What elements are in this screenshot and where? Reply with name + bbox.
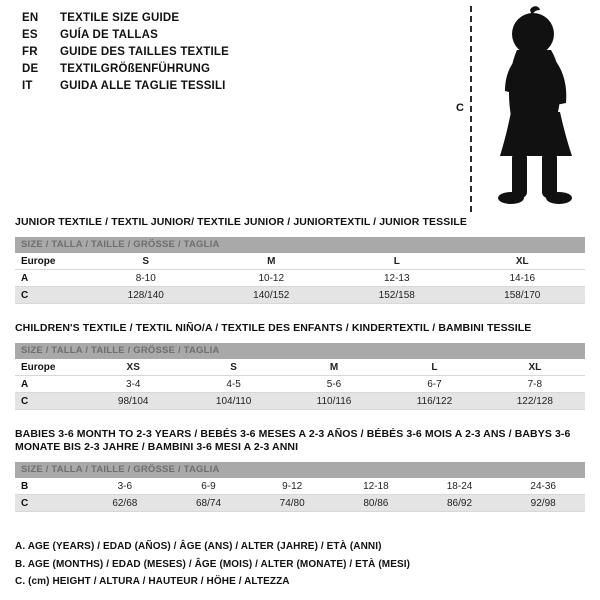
table-row: [15, 359, 585, 376]
row-label: Europe: [21, 256, 56, 267]
table-rows: [15, 359, 585, 410]
table-rows: [15, 478, 585, 512]
table-row: [15, 270, 585, 287]
table-row: [15, 478, 585, 495]
section-title: JUNIOR TEXTILE / TEXTIL JUNIOR/ TEXTILE JUNIOR / JUNIORTEXTIL / JUNIOR TESSILE: [15, 216, 467, 228]
language-row: [22, 10, 229, 27]
size-cell: 116/122: [416, 396, 453, 407]
section-junior: [15, 216, 585, 304]
size-table: [15, 343, 585, 410]
table-header: SIZE / TALLA / TAILLE / GRÖSSE / TAGLIA: [15, 343, 585, 359]
row-label: A: [21, 273, 29, 284]
size-tables-area: [15, 216, 585, 530]
row-label: A: [21, 379, 29, 390]
section-babies: [15, 428, 585, 512]
language-code: IT: [22, 80, 33, 92]
table-row: [15, 287, 585, 304]
size-cell: 140/152: [253, 290, 290, 301]
language-title: GUIDE DES TAILLES TEXTILE: [60, 46, 229, 58]
size-cell: XL: [515, 256, 529, 267]
size-cell: 8-10: [135, 273, 156, 284]
size-cell: 128/140: [127, 290, 164, 301]
row-label: Europe: [21, 362, 56, 373]
size-cell: S: [230, 362, 237, 373]
table-row: [15, 393, 585, 410]
size-cell: 12-13: [383, 273, 410, 284]
size-cell: 24-36: [530, 481, 556, 492]
height-marker-label: C: [456, 102, 464, 114]
size-cell: 98/104: [117, 396, 149, 407]
language-code: FR: [22, 46, 38, 58]
table-header: SIZE / TALLA / TAILLE / GRÖSSE / TAGLIA: [15, 462, 585, 478]
baby-silhouette-icon: [482, 6, 592, 212]
size-cell: M: [329, 362, 339, 373]
section-title: BABIES 3-6 MONTH TO 2-3 YEARS / BEBÉS 3-6 MESES A 2-3 AÑOS / BÉBÉS 3-6 MOIS A 2-3 ANS / BABYS 3-6 MONATE BIS 2-3 JAHRE / BAMBINI 3-6 MESI A 2-3 ANNI: [15, 428, 571, 453]
size-cell: M: [267, 256, 276, 267]
table-rows: [15, 253, 585, 304]
table-row: [15, 376, 585, 393]
legend-line-c: C. (cm) HEIGHT / ALTURA / HAUTEUR / HÖHE / ALTEZZA: [15, 576, 290, 587]
size-cell: XS: [126, 362, 140, 373]
size-cell: S: [142, 256, 150, 267]
language-row: [22, 78, 229, 95]
language-code: EN: [22, 12, 39, 24]
row-label: C: [21, 290, 29, 301]
language-title: GUIDA ALLE TAGLIE TESSILI: [60, 80, 226, 92]
size-cell: 158/170: [504, 290, 541, 301]
size-cell: 68/74: [195, 498, 222, 509]
size-cell: 86/92: [447, 498, 473, 509]
language-title-list: [22, 10, 229, 95]
section-title: CHILDREN'S TEXTILE / TEXTIL NIÑO/A / TEXTILE DES ENFANTS / KINDERTEXTIL / BAMBINI TESSILE: [15, 322, 532, 334]
size-cell: 3-6: [117, 481, 133, 492]
size-cell: XL: [528, 362, 542, 373]
section-children: [15, 322, 585, 410]
size-cell: 5-6: [326, 379, 342, 390]
table-row: [15, 495, 585, 512]
size-cell: 14-16: [509, 273, 536, 284]
size-cell: L: [431, 362, 438, 373]
size-cell: L: [393, 256, 400, 267]
row-label: C: [21, 498, 29, 509]
size-cell: 62/68: [112, 498, 138, 509]
size-cell: 110/116: [316, 396, 352, 407]
size-table: [15, 237, 585, 304]
size-cell: 18-24: [446, 481, 473, 492]
language-row: [22, 27, 229, 44]
table-row: [15, 253, 585, 270]
size-cell: 80/86: [363, 498, 389, 509]
row-label: B: [21, 481, 29, 492]
table-header: SIZE / TALLA / TAILLE / GRÖSSE / TAGLIA: [15, 237, 585, 253]
size-cell: 3-4: [125, 379, 141, 390]
language-title: TEXTILE SIZE GUIDE: [60, 12, 180, 24]
size-cell: 9-12: [282, 481, 303, 492]
height-measure-line: [456, 6, 472, 212]
size-cell: 7-8: [527, 379, 543, 390]
language-title: GUÍA DE TALLAS: [60, 29, 158, 41]
language-code: DE: [22, 63, 39, 75]
language-row: [22, 44, 229, 61]
language-title: TEXTILGRÖßENFÜHRUNG: [60, 63, 211, 75]
legend: [15, 538, 410, 591]
language-code: ES: [22, 29, 38, 41]
size-cell: 4-5: [226, 379, 241, 390]
legend-line-a: A. AGE (YEARS) / EDAD (AÑOS) / ÂGE (ANS) / ALTER (JAHRE) / ETÀ (ANNI): [15, 541, 382, 552]
size-cell: 6-9: [201, 481, 216, 492]
size-cell: 12-18: [363, 481, 389, 492]
size-table: [15, 462, 585, 512]
row-label: C: [21, 396, 29, 407]
legend-line-b: B. AGE (MONTHS) / EDAD (MESES) / ÂGE (MOIS) / ALTER (MONATE) / ETÀ (MESI): [15, 558, 411, 570]
height-figure: [456, 6, 592, 212]
size-cell: 122/128: [516, 396, 553, 407]
size-cell: 152/158: [378, 290, 415, 301]
size-cell: 10-12: [258, 273, 285, 284]
size-cell: 74/80: [279, 498, 305, 509]
size-cell: 104/110: [215, 396, 252, 407]
size-cell: 6-7: [427, 379, 442, 390]
size-cell: 92/98: [530, 498, 556, 509]
language-row: [22, 61, 229, 78]
